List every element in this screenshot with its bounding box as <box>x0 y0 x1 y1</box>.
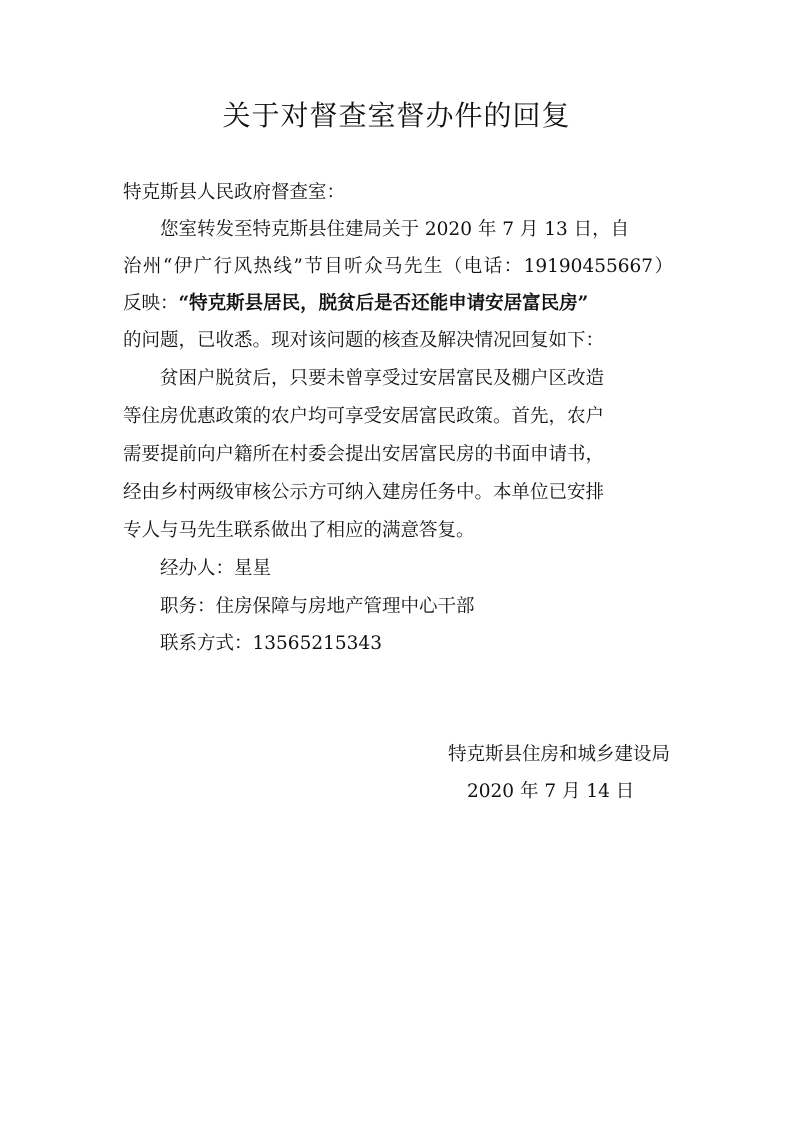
para2-line1: 贫困户脱贫后，只要未曾享受过安居富民及棚户区改造 <box>160 368 605 389</box>
para1-line3-prefix: 反映： <box>123 293 179 314</box>
para1-line4: 的问题，已收悉。现对该问题的核查及解决情况回复如下： <box>123 330 605 351</box>
para2-line5: 专人与马先生联系做出了相应的满意答复。 <box>123 520 475 541</box>
contact-line: 联系方式：13565215343 <box>160 633 382 654</box>
signature-date: 2020 年 7 月 14 日 <box>467 781 635 802</box>
para2-line2: 等住房优惠政策的农户均可享受安居富民政策。首先，农户 <box>123 406 605 427</box>
para2-line3: 需要提前向户籍所在村委会提出安居富民房的书面申请书， <box>123 444 605 465</box>
para1-line3 <box>123 291 588 317</box>
para1-line1: 您室转发至特克斯县住建局关于 2020 年 7 月 13 日，自 <box>160 219 630 240</box>
handler-line: 经办人：星星 <box>160 558 272 579</box>
para2-line4: 经由乡村两级审核公示方可纳入建房任务中。本单位已安排 <box>123 482 605 503</box>
signature-org: 特克斯县住房和城乡建设局 <box>447 744 670 765</box>
para1-line2: 治州“伊广行风热线”节目听众马先生（电话：19190455667） <box>123 256 673 277</box>
highlighted-quote: “特克斯县居民，脱贫后是否还能申请安居富民房” <box>178 293 589 314</box>
position-line: 职务：住房保障与房地产管理中心干部 <box>160 596 475 617</box>
salutation: 特克斯县人民政府督查室： <box>123 182 346 203</box>
document-title: 关于对督查室督办件的回复 <box>222 99 571 132</box>
